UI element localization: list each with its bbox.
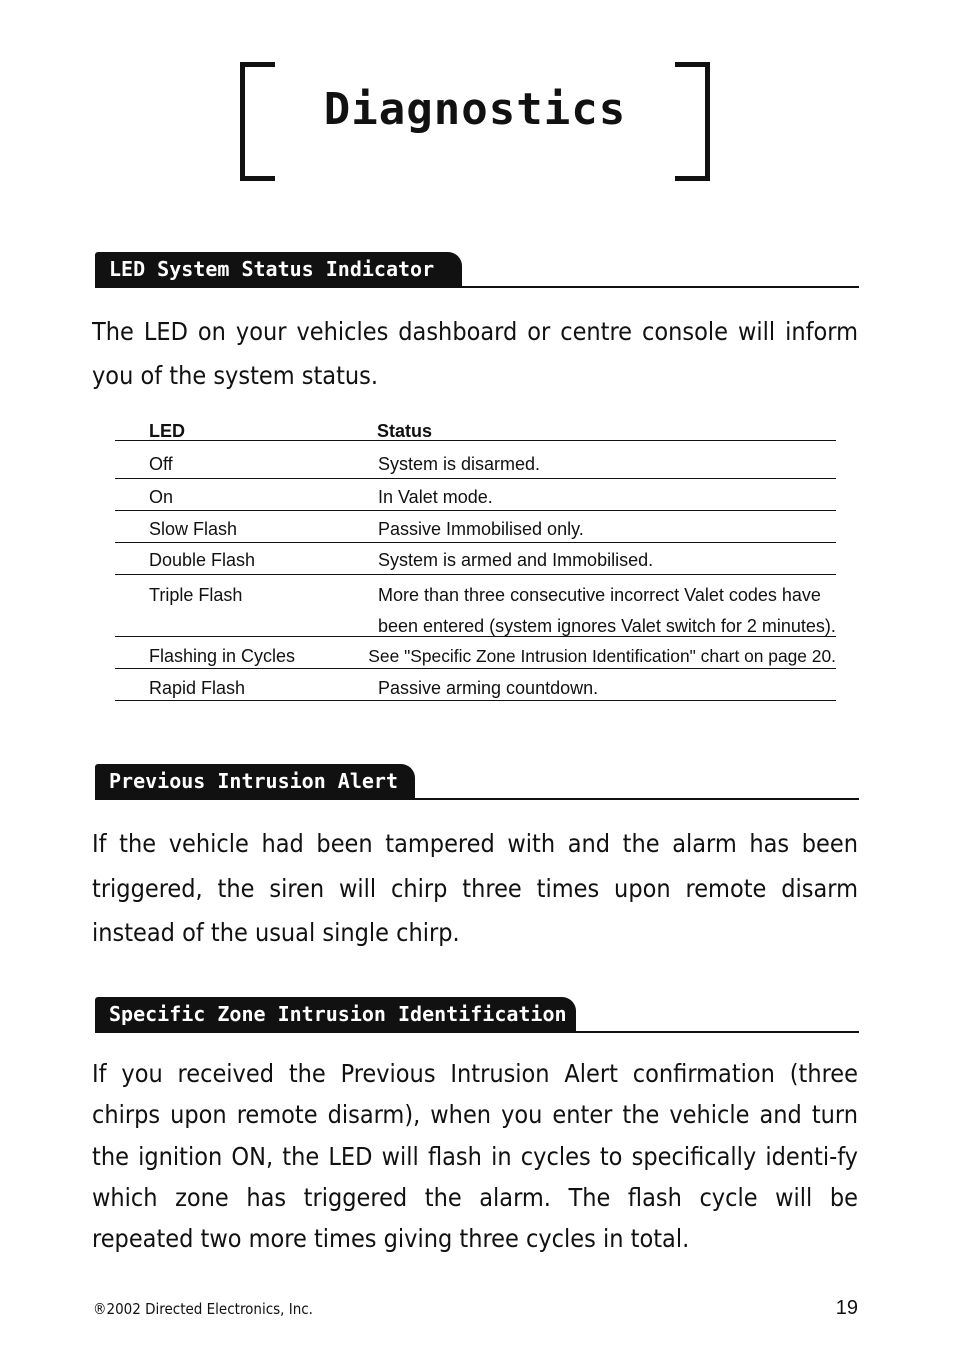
table-cell-status: In Valet mode. bbox=[378, 487, 493, 507]
table-cell-led: Off bbox=[149, 454, 173, 474]
table-cell-status: More than three consecutive incorrect Valet codes have been entered (system ignores Valet switch for 2 minutes). bbox=[378, 585, 836, 636]
table-cell-status: Passive Immobilised only. bbox=[378, 519, 584, 539]
led-status-paragraph: The LED on your vehicles dashboard or centre console will inform you of the system status. bbox=[92, 317, 858, 390]
table-cell-status: System is armed and Immobilised. bbox=[378, 550, 654, 570]
column-header-status: Status bbox=[377, 421, 433, 441]
section-heading-label: Previous Intrusion Alert bbox=[95, 764, 415, 798]
right-bracket bbox=[675, 62, 710, 181]
table-cell-led: On bbox=[149, 487, 174, 507]
section-heading-label: Specific Zone Intrusion Identification bbox=[95, 997, 576, 1031]
table-cell-led: Double Flash bbox=[149, 550, 256, 570]
table-row bbox=[115, 441, 836, 479]
table-row bbox=[115, 511, 836, 543]
previous-intrusion-paragraph: If the vehicle had been tampered with and the alarm has been triggered, the siren will chirp three times upon remote disarm instead of the usual single chirp. bbox=[92, 829, 858, 947]
table-row bbox=[115, 543, 836, 575]
table-cell-led: Flashing in Cycles bbox=[149, 646, 296, 666]
table-row bbox=[115, 637, 836, 669]
table-cell-led: Slow Flash bbox=[149, 519, 238, 539]
led-status-table bbox=[115, 420, 836, 701]
table-row bbox=[115, 575, 836, 637]
title-block bbox=[240, 62, 710, 177]
page-title: Diagnostics bbox=[323, 84, 627, 135]
table-cell-status: Passive arming countdown. bbox=[378, 678, 599, 698]
section-heading-label: LED System Status Indicator bbox=[95, 252, 462, 286]
table-row bbox=[115, 669, 836, 701]
section-heading-led-status bbox=[95, 250, 859, 288]
table-cell-led: Rapid Flash bbox=[149, 678, 246, 698]
table-header-row bbox=[115, 420, 836, 441]
zone-identification-paragraph: If you received the Previous Intrusion Alert confirmation (three chirps upon remote disarm), when you enter the vehicle and turn the ignition ON, the LED will flash in cycles to specifically identi-fy which zone has triggered the alarm. The flash cycle will be repeated two more times giving three cycles in total. bbox=[92, 1059, 858, 1254]
copyright-notice: ®2002 Directed Electronics, Inc. bbox=[93, 1300, 313, 1318]
column-header-led: LED bbox=[149, 421, 185, 441]
section-heading-zone-identification bbox=[95, 995, 859, 1033]
table-row bbox=[115, 479, 836, 511]
page-number: 19 bbox=[835, 1297, 858, 1319]
table-cell-led: Triple Flash bbox=[149, 585, 243, 605]
table-cell-status: System is disarmed. bbox=[378, 454, 541, 474]
section-heading-previous-intrusion bbox=[95, 762, 859, 800]
table-cell-status: See "Specific Zone Intrusion Identification" chart on page 20. bbox=[368, 646, 836, 666]
